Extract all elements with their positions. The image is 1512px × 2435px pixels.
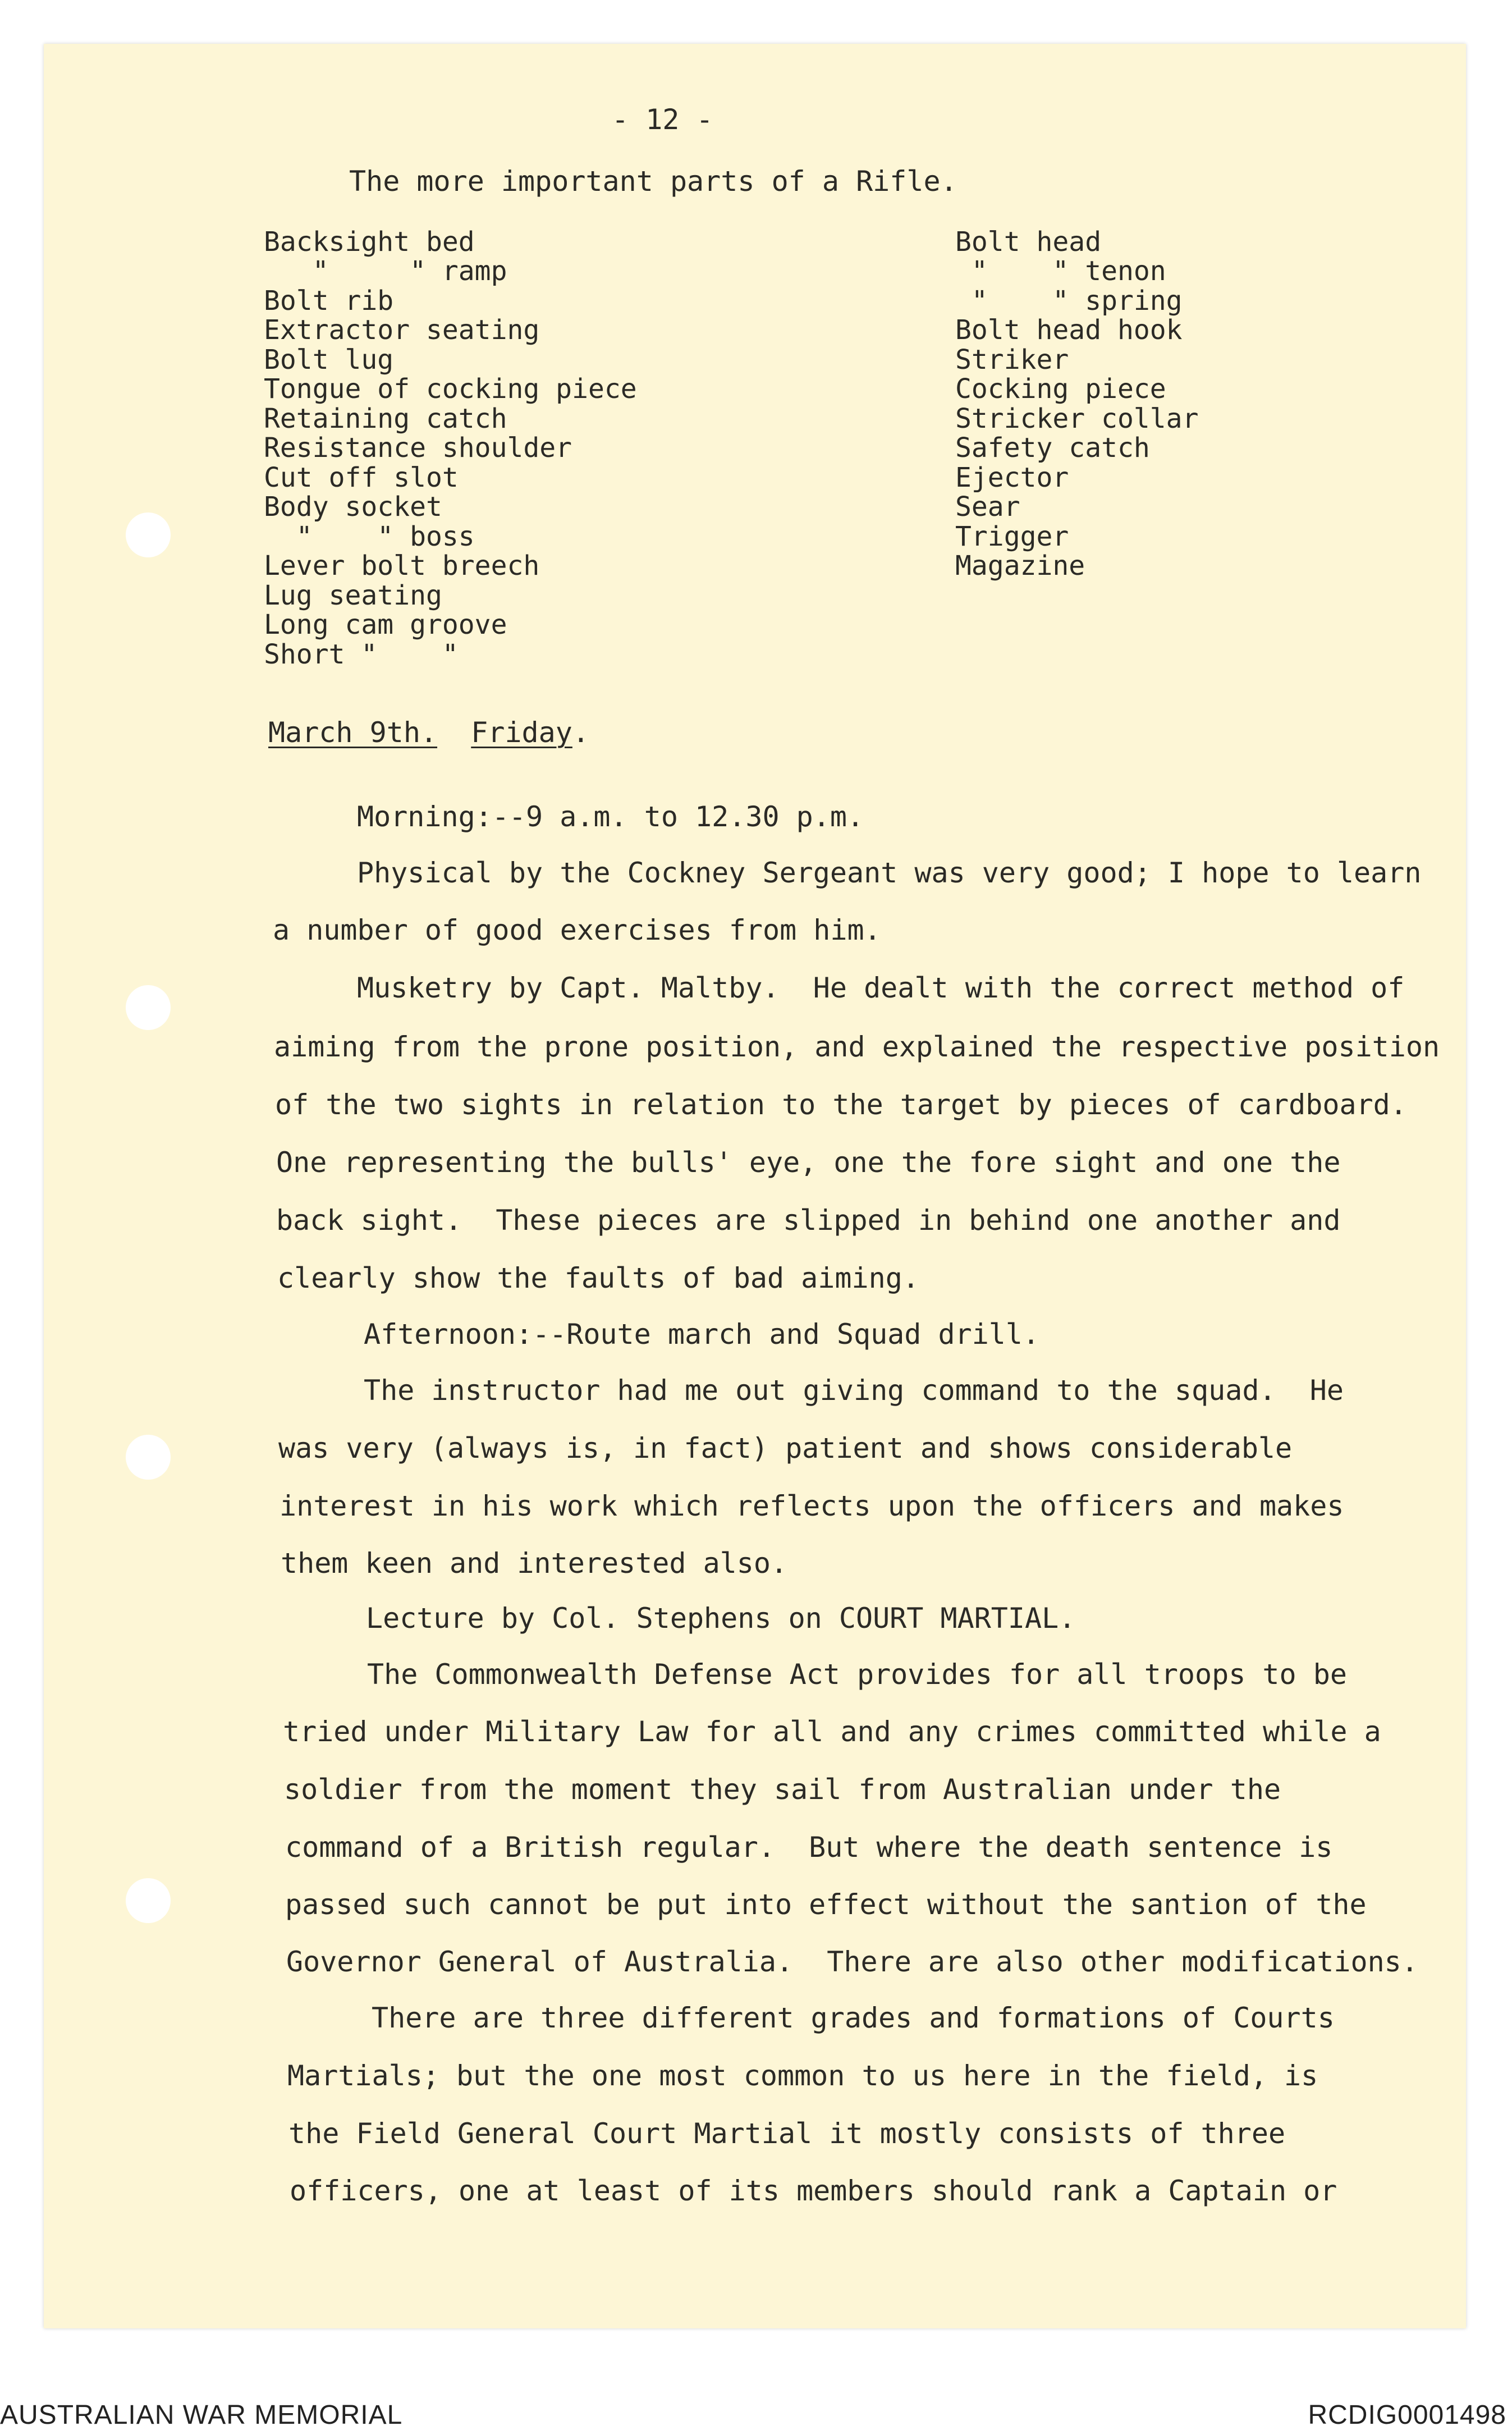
footer-record-id: RCDIG0001498: [1308, 2400, 1506, 2430]
body-line: There are three different grades and formations of Courts: [372, 2002, 1335, 2034]
body-line: Governor General of Australia. There are also other modifications.: [286, 1946, 1418, 1978]
body-line: Lecture by Col. Stephens on COURT MARTIAL.: [366, 1602, 1076, 1635]
punch-hole: [126, 1435, 171, 1480]
list-item: Sear: [955, 491, 1020, 523]
body-line: soldier from the moment they sail from Australian under the: [284, 1773, 1281, 1806]
list-item: Safety catch: [955, 432, 1150, 464]
body-line: command of a British regular. But where the death sentence is: [285, 1831, 1333, 1864]
body-line: a number of good exercises from him.: [273, 914, 881, 946]
list-item: Bolt lug: [264, 344, 394, 376]
body-line: The instructor had me out giving command to the squad. He: [364, 1374, 1344, 1407]
body-line: Physical by the Cockney Sergeant was very good; I hope to learn: [357, 857, 1422, 889]
list-item: " " ramp: [264, 255, 507, 287]
parts-title: The more important parts of a Rifle.: [349, 165, 957, 198]
list-item: Bolt head: [955, 226, 1102, 258]
list-item: Resistance shoulder: [264, 432, 572, 464]
list-item: Trigger: [955, 521, 1069, 552]
entry-day: Friday: [471, 716, 572, 749]
list-item: " " spring: [955, 285, 1183, 317]
punch-hole: [126, 512, 171, 557]
body-line: The Commonwealth Defense Act provides for all troops to be: [367, 1658, 1347, 1691]
list-item: Long cam groove: [264, 609, 507, 640]
archive-footer: [0, 2389, 1512, 2435]
list-item: Extractor seating: [264, 314, 540, 346]
body-line: interest in his work which reflects upon the officers and makes: [280, 1490, 1344, 1522]
list-item: Ejector: [955, 462, 1069, 493]
body-line: Martials; but the one most common to us here in the field, is: [287, 2059, 1318, 2092]
list-item: Cut off slot: [264, 462, 459, 493]
punch-hole: [126, 1878, 171, 1923]
page-number: - 12 -: [612, 103, 713, 136]
body-line: passed such cannot be put into effect without the santion of the: [285, 1888, 1367, 1921]
list-item: Body socket: [264, 491, 442, 523]
body-line: Morning:--9 a.m. to 12.30 p.m.: [357, 800, 864, 833]
list-item: Retaining catch: [264, 403, 507, 434]
body-line: them keen and interested also.: [281, 1547, 788, 1580]
list-item: " " boss: [264, 521, 475, 552]
list-item: Lug seating: [264, 580, 442, 611]
list-item: Backsight bed: [264, 226, 475, 258]
punch-hole: [126, 985, 171, 1030]
body-line: tried under Military Law for all and any crimes committed while a: [283, 1715, 1381, 1748]
body-line: One representing the bulls' eye, one the fore sight and one the: [276, 1146, 1341, 1179]
document-page: [44, 44, 1466, 2328]
body-line: Musketry by Capt. Maltby. He dealt with the correct method of: [357, 972, 1405, 1004]
list-item: Lever bolt breech: [264, 550, 540, 582]
entry-day-suffix: .: [572, 716, 589, 749]
list-item: Striker: [955, 344, 1069, 376]
list-item: " " tenon: [955, 255, 1166, 287]
list-item: Cocking piece: [955, 373, 1166, 405]
entry-heading: [268, 718, 589, 747]
list-item: Stricker collar: [955, 403, 1199, 434]
body-line: Afternoon:--Route march and Squad drill.: [364, 1318, 1040, 1351]
body-line: the Field General Court Martial it mostly consists of three: [288, 2117, 1286, 2150]
entry-date: March 9th.: [268, 716, 438, 749]
body-line: aiming from the prone position, and explained the respective position: [274, 1031, 1440, 1063]
body-line: back sight. These pieces are slipped in behind one another and: [276, 1204, 1341, 1237]
list-item: Magazine: [955, 550, 1085, 582]
body-line: clearly show the faults of bad aiming.: [277, 1262, 919, 1294]
list-item: Tongue of cocking piece: [264, 373, 637, 405]
list-item: Short " ": [264, 639, 459, 670]
body-line: was very (always is, in fact) patient and shows considerable: [278, 1432, 1293, 1464]
footer-institution: AUSTRALIAN WAR MEMORIAL: [0, 2400, 403, 2430]
list-item: Bolt head hook: [955, 314, 1183, 346]
list-item: Bolt rib: [264, 285, 394, 317]
body-line: of the two sights in relation to the target by pieces of cardboard.: [275, 1088, 1407, 1121]
body-line: officers, one at least of its members should rank a Captain or: [290, 2175, 1337, 2207]
